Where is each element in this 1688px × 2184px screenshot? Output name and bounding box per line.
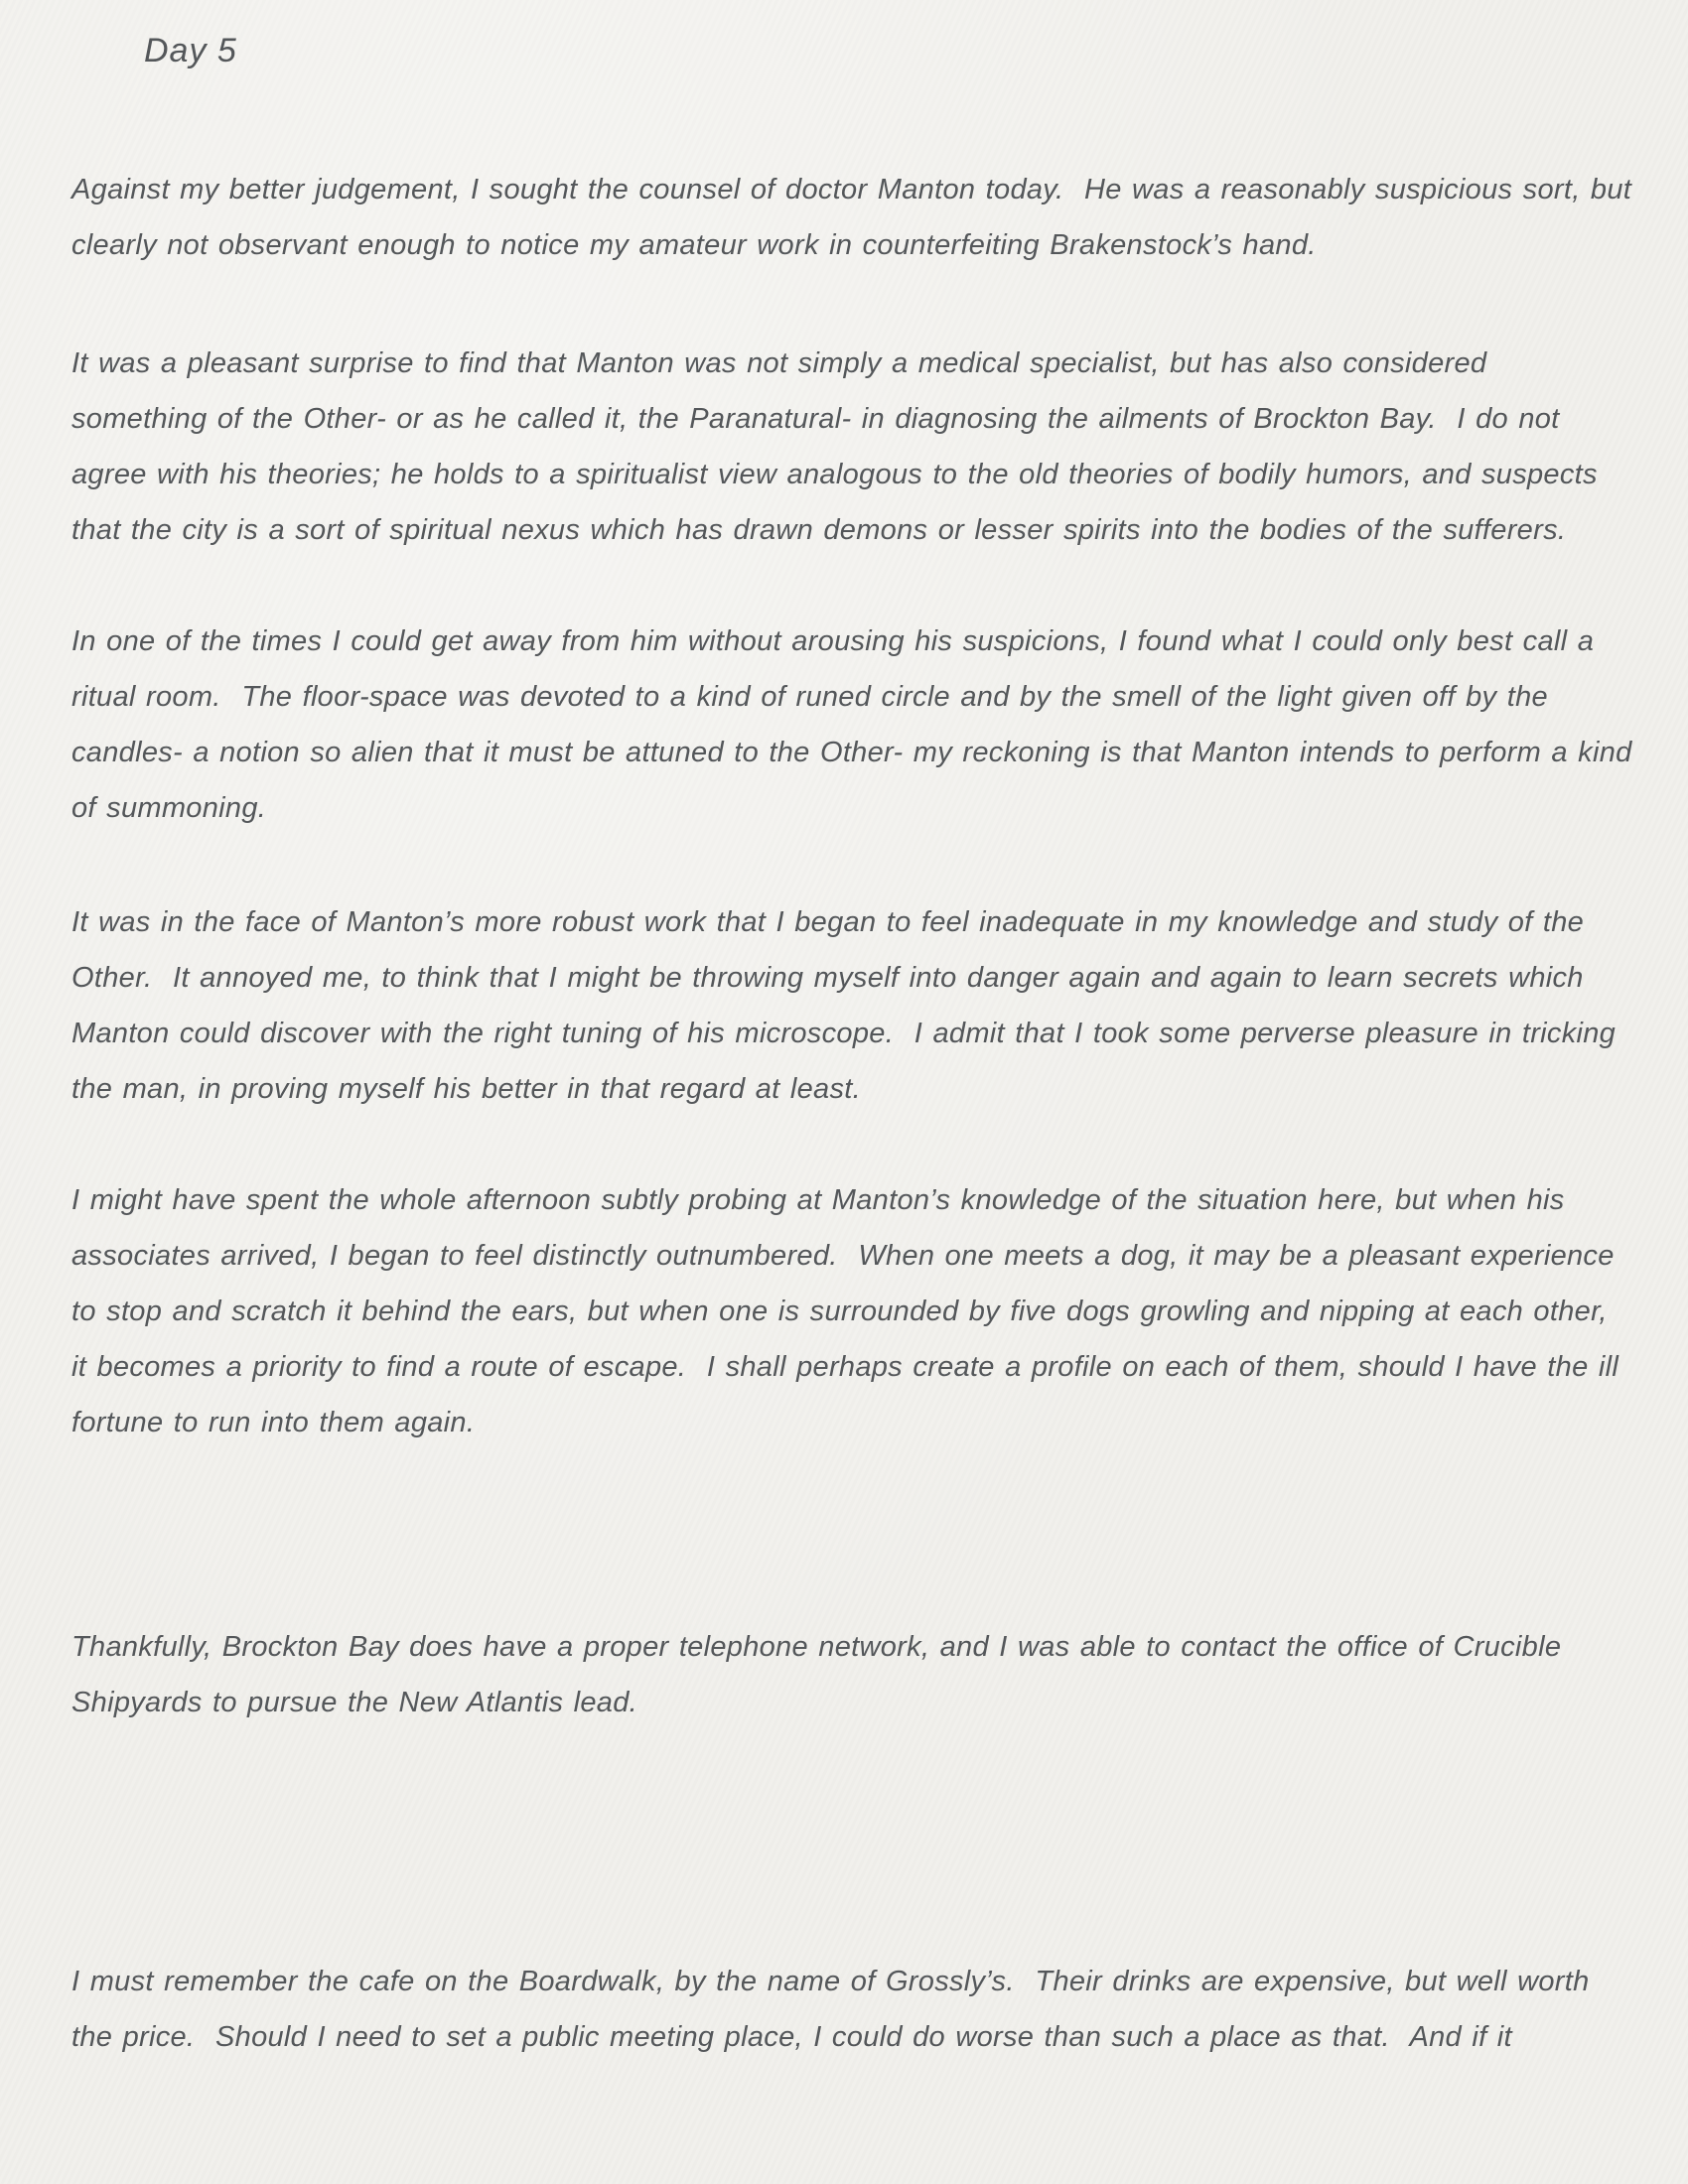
page-title: Day 5 bbox=[144, 32, 237, 69]
journal-paragraph-3: In one of the times I could get away from him without arousing his suspicions, I found what I could only best call a ritual room. The floor-space was devoted to a kind of runed circle and by the smell of the light given off by the candles- a notion so alien that it must be attuned to the Other- my reckoning is that Manton intends to perform a kind of summoning. bbox=[71, 625, 1642, 824]
journal-paragraph-6: Thankfully, Brockton Bay does have a proper telephone network, and I was able to contact the office of Crucible Shipyards to pursue the New Atlantis lead. bbox=[71, 1631, 1572, 1718]
journal-paragraph-4: It was in the face of Manton’s more robust work that I began to feel inadequate in my knowledge and study of the Other. It annoyed me, to think that I might be throwing myself into danger again and again to learn secrets which Manton could discover with the right tuning of his microscope. I admit that I took some perverse pleasure in tricking the man, in proving myself his better in that regard at least. bbox=[71, 906, 1626, 1105]
journal-paragraph-5: I might have spent the whole afternoon subtly probing at Manton’s knowledge of the situation here, but when his associates arrived, I began to feel distinctly outnumbered. When one meets a dog, it may be a pleasant experience to stop and scratch it behind the ears, but when one is surrounded by five dogs growling and nipping at each other, it becomes a priority to find a route of escape. I shall perhaps create a profile on each of them, should I have the ill fortune to run into them again. bbox=[71, 1184, 1629, 1438]
journal-paragraph-7: I must remember the cafe on the Boardwalk, by the name of Grossly’s. Their drinks are expensive, but well worth the price. Should I need to set a public meeting place, I could do worse than such a place as that. And if it bbox=[71, 1966, 1600, 2053]
journal-paragraph-2: It was a pleasant surprise to find that Manton was not simply a medical specialist, but has also considered something of the Other- or as he called it, the Paranatural- in diagnosing the ailments of Brockton Bay. I do not agree with his theories; he holds to a spiritualist view analogous to the old theories of bodily humors, and suspects that the city is a sort of spiritual nexus which has drawn demons or lesser spirits into the bodies of the sufferers. bbox=[71, 347, 1609, 546]
journal-paragraph-1: Against my better judgement, I sought the counsel of doctor Manton today. He was a reasonably suspicious sort, but clearly not observant enough to notice my amateur work in counterfeiting Brakenstock’s hand. bbox=[71, 174, 1642, 261]
